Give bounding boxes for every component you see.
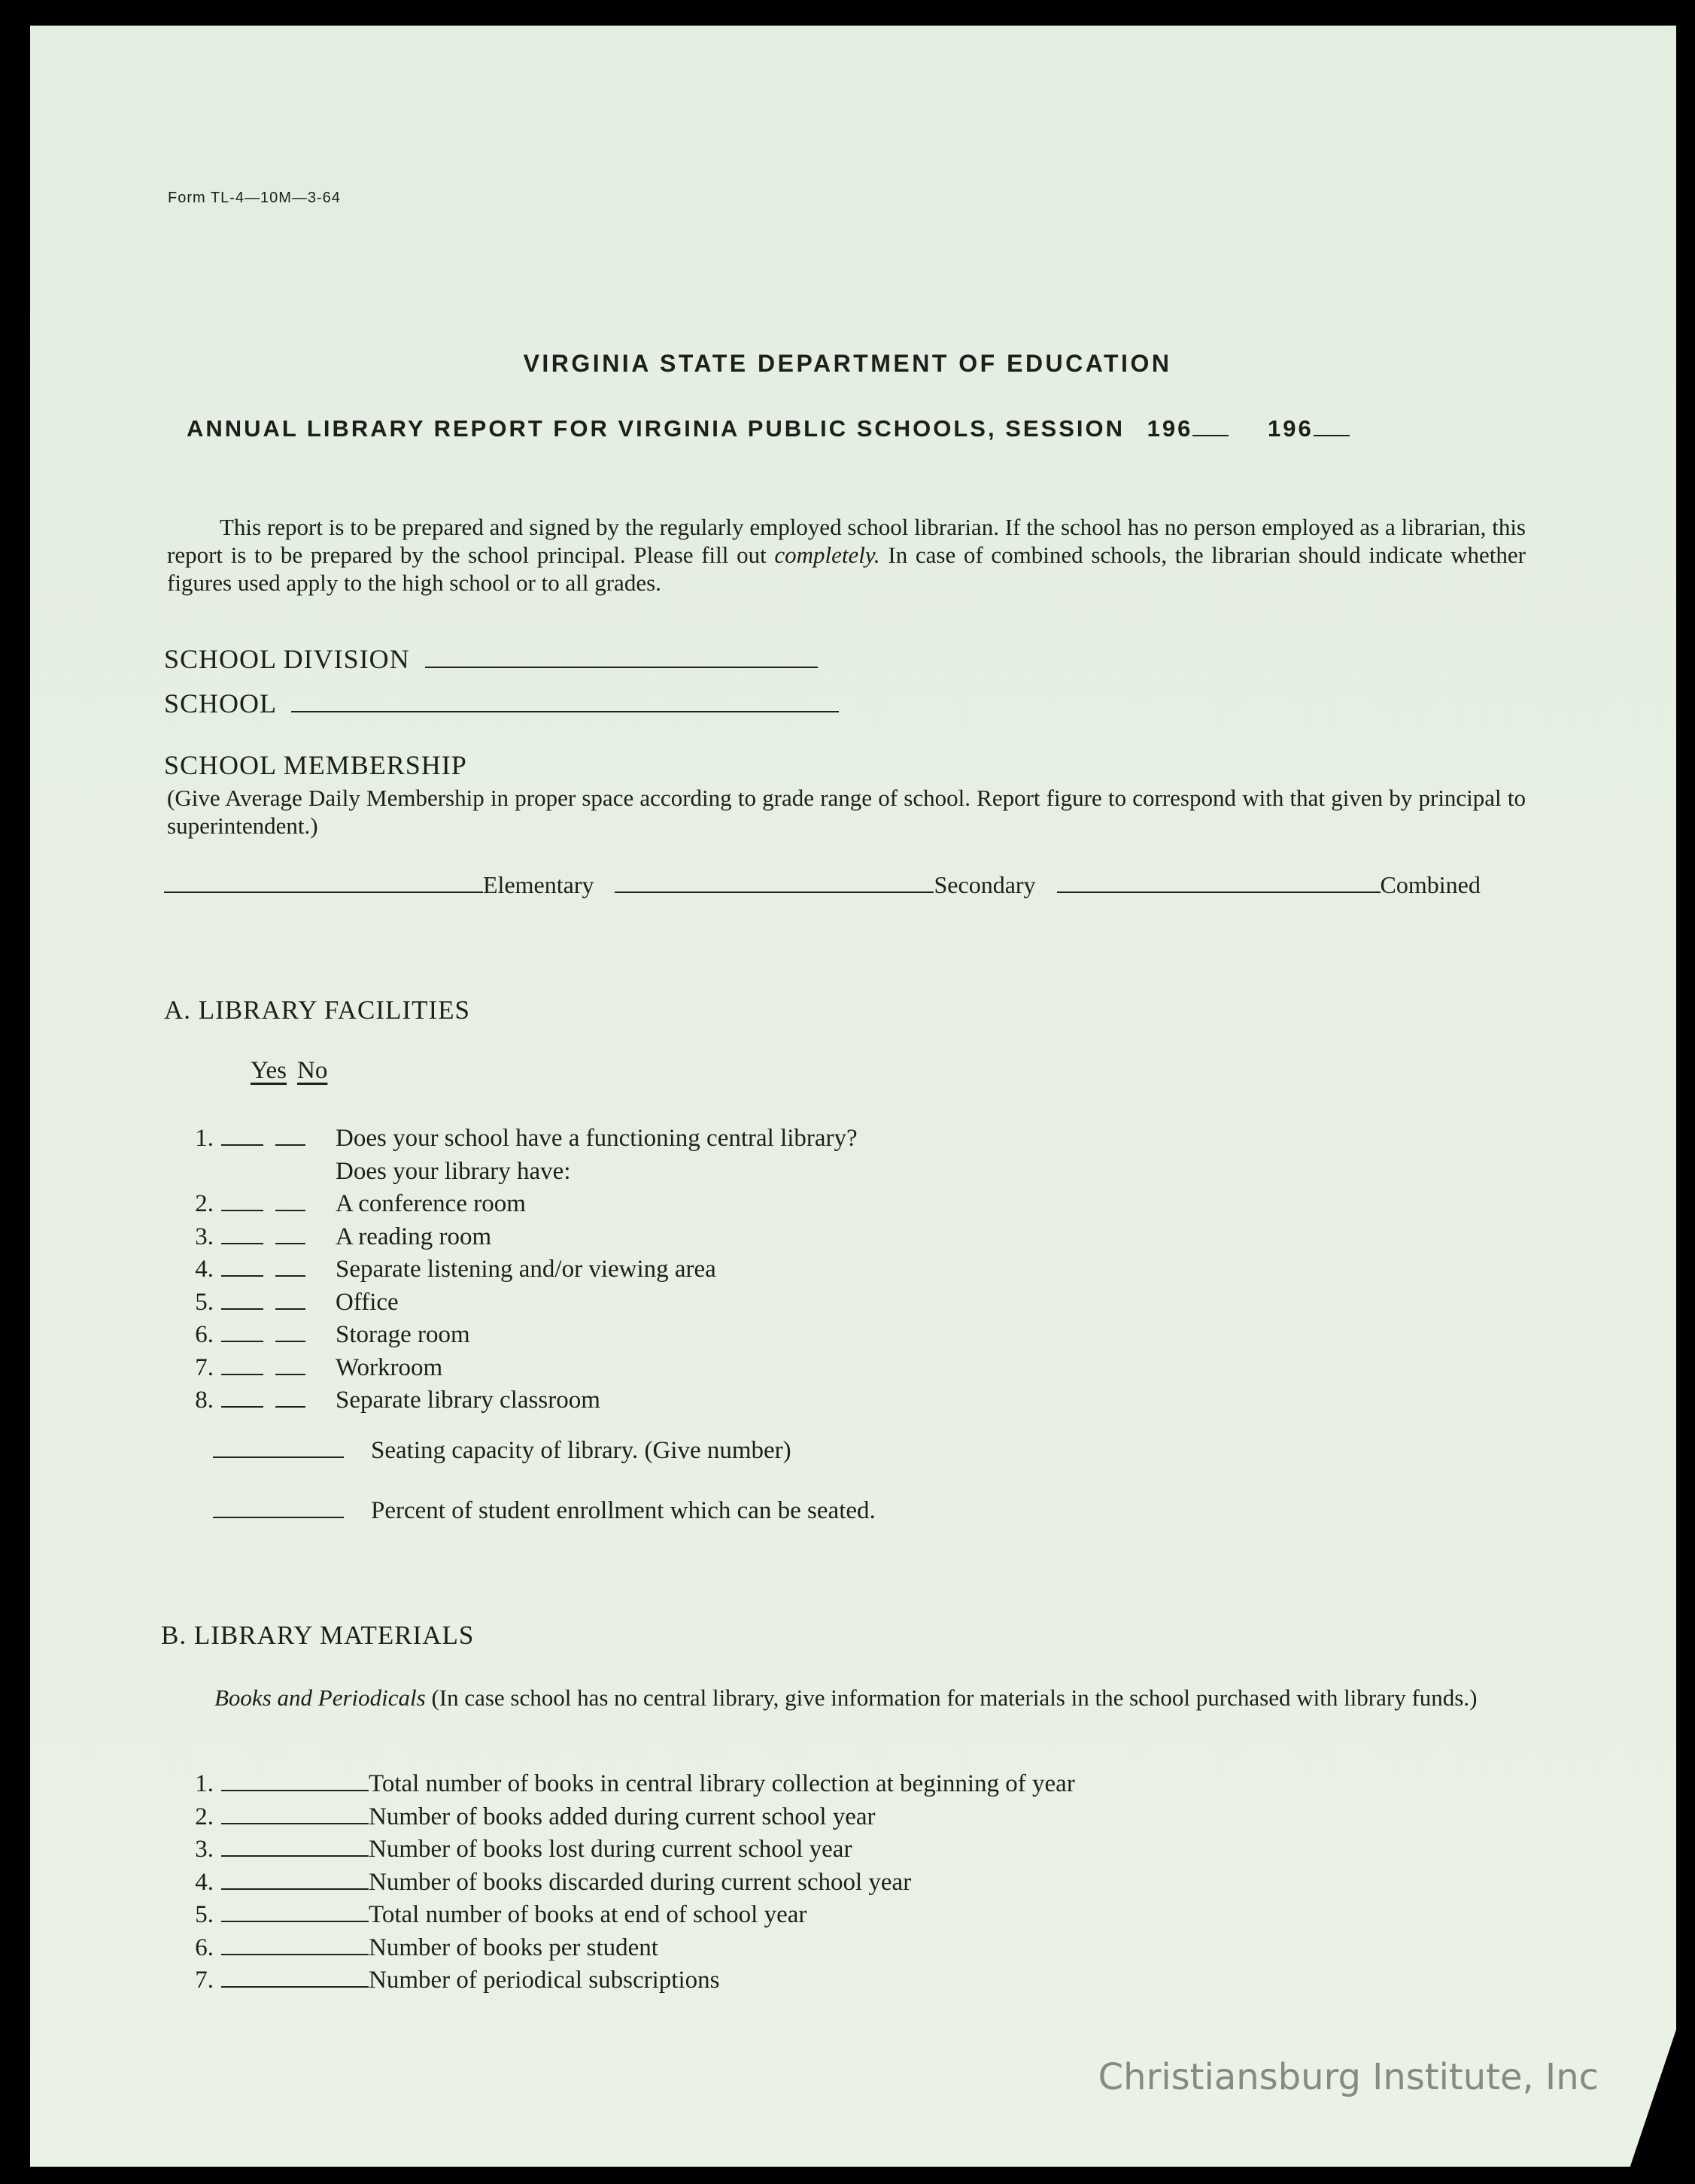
- facility-item-label: Office: [336, 1288, 399, 1316]
- material-item-number: 3.: [195, 1836, 214, 1863]
- report-title-prefix: ANNUAL LIBRARY REPORT FOR VIRGINIA PUBLIC SCHOOLS, SESSION: [187, 415, 1125, 442]
- facility-item: [181, 1156, 858, 1189]
- watermark: Christiansburg Institute, Inc: [1098, 2056, 1599, 2098]
- material-item: [181, 1964, 1075, 1997]
- no-blank[interactable]: [275, 1275, 305, 1277]
- facility-item: [181, 1319, 858, 1352]
- facility-item: [181, 1352, 858, 1385]
- facility-item-number: 1.: [195, 1125, 214, 1152]
- intro-emphasis: completely.: [774, 542, 880, 568]
- no-blank[interactable]: [275, 1144, 305, 1146]
- membership-note: (Give Average Daily Membership in proper space according to grade range of school. Report figure to correspond with that given by principal to superintendent.): [167, 785, 1526, 839]
- session-year-1: 196: [1147, 415, 1193, 442]
- facility-item: [181, 1253, 858, 1286]
- facility-item-label: Separate listening and/or viewing area: [336, 1256, 716, 1283]
- seating-capacity-label: Seating capacity of library. (Give number): [371, 1437, 791, 1464]
- report-title: [187, 415, 1350, 442]
- material-item: [181, 1801, 1075, 1834]
- session-year-2-blank[interactable]: [1314, 435, 1350, 436]
- material-item-number: 2.: [195, 1803, 214, 1830]
- percent-seated-row: [213, 1497, 876, 1525]
- secondary-label: Secondary: [934, 871, 1036, 898]
- material-value-blank[interactable]: [221, 1888, 369, 1890]
- school-division-row: [164, 643, 818, 675]
- material-value-blank[interactable]: [221, 1790, 369, 1791]
- school-division-label: SCHOOL DIVISION: [164, 644, 410, 674]
- material-item-label: Number of books lost during current school year: [369, 1836, 852, 1863]
- school-row: [164, 688, 839, 719]
- material-item-number: 5.: [195, 1901, 214, 1928]
- department-heading: VIRGINIA STATE DEPARTMENT OF EDUCATION: [523, 350, 1172, 377]
- facility-item-label: Storage room: [336, 1321, 470, 1348]
- no-blank[interactable]: [275, 1210, 305, 1211]
- yes-blank[interactable]: [221, 1406, 263, 1408]
- form-number: Form TL-4—10M—3-64: [168, 190, 341, 206]
- material-item-label: Number of books discarded during current school year: [369, 1868, 912, 1896]
- facility-item-number: 6.: [195, 1321, 214, 1348]
- section-a-heading: A. LIBRARY FACILITIES: [164, 995, 470, 1025]
- elementary-label: Elementary: [483, 871, 594, 898]
- material-item-label: Number of books added during current school year: [369, 1803, 876, 1830]
- material-item-label: Total number of books at end of school year: [369, 1901, 807, 1928]
- section-b-heading: B. LIBRARY MATERIALS: [161, 1621, 475, 1650]
- no-blank[interactable]: [275, 1308, 305, 1310]
- yes-blank[interactable]: [221, 1144, 263, 1146]
- combined-label: Combined: [1380, 871, 1481, 898]
- no-column-label: No: [297, 1057, 328, 1084]
- seating-capacity-row: [213, 1437, 791, 1465]
- material-item: [181, 1833, 1075, 1867]
- yes-blank[interactable]: [221, 1341, 263, 1342]
- yes-no-header: [251, 1057, 338, 1085]
- facility-item-label: Does your library have:: [336, 1157, 571, 1185]
- material-item-number: 6.: [195, 1933, 214, 1961]
- facility-item-number: 3.: [195, 1223, 214, 1250]
- percent-seated-blank[interactable]: [213, 1517, 344, 1518]
- membership-row: [164, 871, 1481, 899]
- elementary-blank[interactable]: [164, 892, 483, 893]
- material-item-label: Number of periodical subscriptions: [369, 1967, 720, 1994]
- yes-blank[interactable]: [221, 1308, 263, 1310]
- secondary-blank[interactable]: [615, 892, 934, 893]
- facility-item-number: 2.: [195, 1190, 214, 1217]
- yes-blank[interactable]: [221, 1243, 263, 1244]
- facility-item-label: A reading room: [336, 1223, 492, 1250]
- material-item-number: 7.: [195, 1967, 214, 1994]
- facility-item-number: 7.: [195, 1353, 214, 1381]
- percent-seated-label: Percent of student enrollment which can be seated.: [371, 1497, 876, 1524]
- material-value-blank[interactable]: [221, 1823, 369, 1824]
- no-blank[interactable]: [275, 1243, 305, 1244]
- material-item-number: 4.: [195, 1868, 214, 1896]
- facility-item-label: A conference room: [336, 1190, 526, 1217]
- school-label: SCHOOL: [164, 688, 276, 718]
- yes-blank[interactable]: [221, 1210, 263, 1211]
- books-periodicals-heading: Books and Periodicals: [214, 1684, 426, 1711]
- intro-text-start: This report is to be prepared and signed by the regularly employed school librarian. If the school has no person employed as a librarian, this report is to be prepared by the school principal. Please fill out: [167, 514, 1526, 568]
- school-division-blank[interactable]: [425, 667, 818, 668]
- material-item: [181, 1867, 1075, 1900]
- material-item-number: 1.: [195, 1770, 214, 1797]
- facility-item-label: Separate library classroom: [336, 1387, 600, 1414]
- facility-item-label: Workroom: [336, 1353, 443, 1381]
- combined-blank[interactable]: [1057, 892, 1381, 893]
- material-value-blank[interactable]: [221, 1855, 369, 1857]
- facility-item: [181, 1188, 858, 1221]
- material-item: [181, 1768, 1075, 1801]
- facility-item: [181, 1384, 858, 1417]
- material-value-blank[interactable]: [221, 1921, 369, 1922]
- no-blank[interactable]: [275, 1341, 305, 1342]
- session-year-1-blank[interactable]: [1192, 435, 1229, 436]
- yes-column-label: Yes: [251, 1057, 287, 1084]
- material-value-blank[interactable]: [221, 1954, 369, 1955]
- seating-capacity-blank[interactable]: [213, 1457, 344, 1458]
- facility-item: [181, 1221, 858, 1254]
- material-item-label: Number of books per student: [369, 1933, 658, 1961]
- facility-item: [181, 1122, 858, 1156]
- facilities-list: [181, 1122, 858, 1417]
- session-year-2: 196: [1268, 415, 1314, 442]
- facility-item-number: 5.: [195, 1288, 214, 1316]
- facility-item-number: 4.: [195, 1256, 214, 1283]
- intro-paragraph: [167, 513, 1526, 597]
- materials-list: [181, 1768, 1075, 1997]
- no-blank[interactable]: [275, 1374, 305, 1375]
- material-item: [181, 1932, 1075, 1965]
- yes-blank[interactable]: [221, 1374, 263, 1375]
- facility-item-number: 8.: [195, 1387, 214, 1414]
- school-blank[interactable]: [291, 711, 839, 712]
- material-item-label: Total number of books in central library collection at beginning of year: [369, 1770, 1075, 1797]
- facility-item: [181, 1286, 858, 1320]
- material-value-blank[interactable]: [221, 1986, 369, 1988]
- facility-item-label: Does your school have a functioning central library?: [336, 1125, 858, 1152]
- material-item: [181, 1899, 1075, 1932]
- books-periodicals-intro: [214, 1684, 1520, 1712]
- membership-heading: SCHOOL MEMBERSHIP: [164, 750, 467, 780]
- intro-text-end: In case of combined schools, the librarian should indicate whether figures used apply to the high school or to all grades.: [167, 542, 1526, 596]
- no-blank[interactable]: [275, 1406, 305, 1408]
- books-periodicals-note: (In case school has no central library, give information for materials in the school purchased with library funds.): [425, 1684, 1478, 1711]
- yes-blank[interactable]: [221, 1275, 263, 1277]
